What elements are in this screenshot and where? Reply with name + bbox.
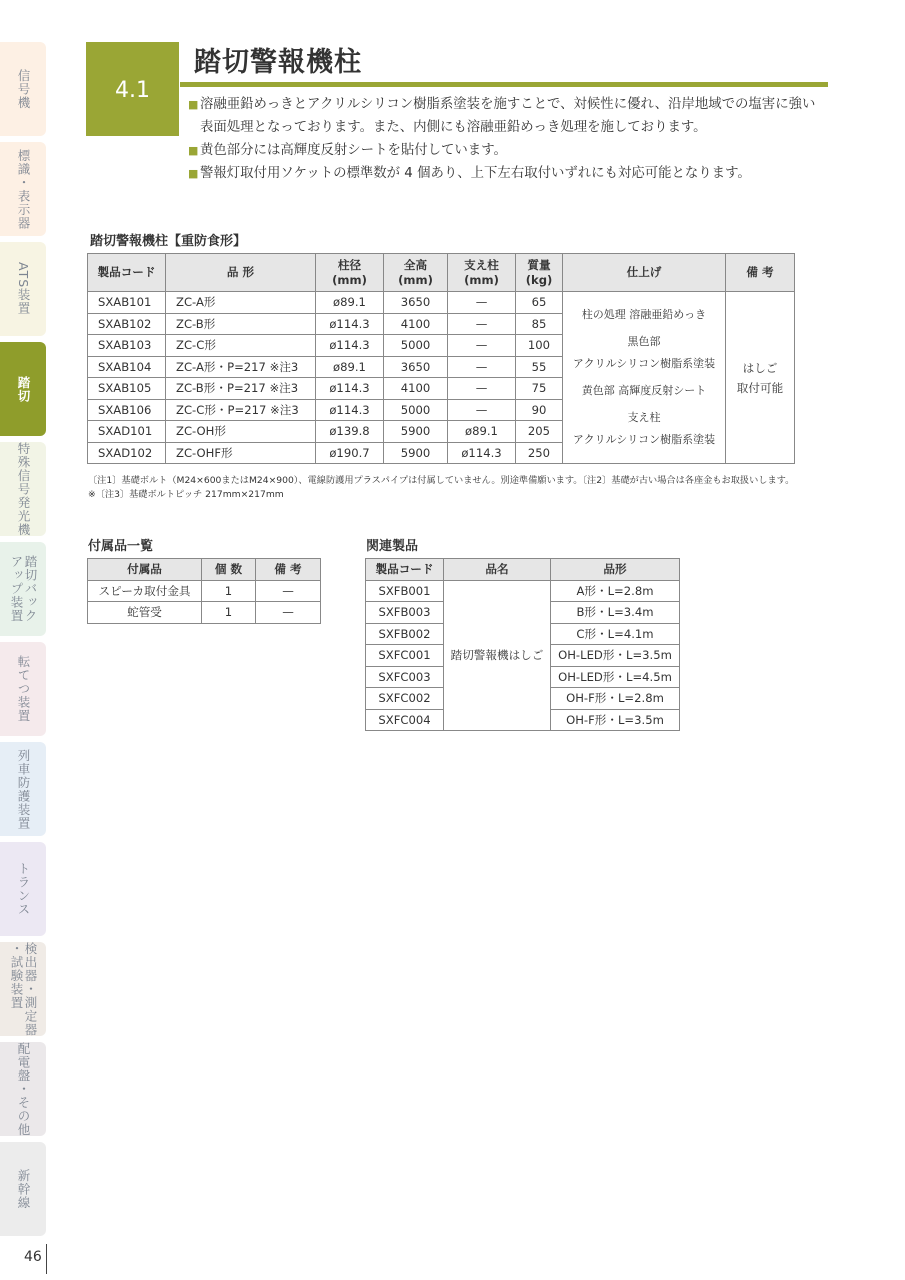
section-number: 4.1 — [86, 42, 179, 136]
table-cell: 5000 — [384, 335, 448, 357]
chapter-tab[interactable] — [0, 1042, 46, 1136]
table-cell: ø190.7 — [316, 442, 384, 464]
main-table-caption: 踏切警報機柱【重防食形】 — [90, 234, 247, 249]
chapter-tab-label: 検出器・測定器 ・試験装置 — [9, 941, 38, 1037]
chapter-tab[interactable] — [0, 742, 46, 836]
note-line: 〔注1〕基礎ボルト（M24×600またはM24×900）、電線防護用プラスパイプは付属していません。別途準備願います。〔注2〕基礎が古い場合は各座金もお取扱いします。 — [88, 475, 795, 486]
chapter-tab[interactable] — [0, 1142, 46, 1236]
table-cell: B形・L=3.4m — [551, 602, 680, 624]
table-cell: 75 — [516, 378, 563, 400]
table-cell: SXAB104 — [88, 356, 166, 378]
table-cell: SXAB101 — [88, 292, 166, 314]
chapter-tab[interactable] — [0, 642, 46, 736]
chapter-tab[interactable] — [0, 242, 46, 336]
column-header: 質量 (kg) — [516, 254, 563, 292]
table-cell: ZC-OH形 — [166, 421, 316, 443]
chapter-tab[interactable] — [0, 842, 46, 936]
feature-item — [188, 162, 828, 185]
finish-cell — [563, 292, 726, 464]
feature-text: 警報灯取付用ソケットの標準数が 4 個あり、上下左右取付いずれにも対応可能となります。 — [200, 166, 751, 181]
table-cell: ø89.1 — [448, 421, 516, 443]
chapter-tab-label: 転てつ装置 — [16, 655, 31, 723]
table-cell: SXFC004 — [366, 709, 444, 731]
table-cell: SXFB002 — [366, 623, 444, 645]
table-cell: 100 — [516, 335, 563, 357]
table-cell: ø114.3 — [316, 399, 384, 421]
chapter-tab-label: 踏切 — [16, 375, 31, 403]
square-bullet-icon: ■ — [188, 144, 199, 157]
table-cell: — — [448, 399, 516, 421]
feature-text: 溶融亜鉛めっきとアクリルシリコン樹脂系塗装を施すことで、対候性に優れ、沿岸地域での塩害に強い表面処理となっております。また、内側にも溶融亜鉛めっき処理を施しております。 — [200, 97, 816, 135]
column-header: 備 考 — [726, 254, 795, 292]
table-cell: OH-F形・L=2.8m — [551, 688, 680, 710]
feature-item — [188, 139, 828, 162]
table-cell: SXAB106 — [88, 399, 166, 421]
table-cell: — — [256, 602, 321, 624]
table-cell: SXAB105 — [88, 378, 166, 400]
accessories-caption: 付属品一覧 — [88, 539, 154, 554]
accessories-table-header — [88, 559, 321, 581]
table-cell: — — [448, 313, 516, 335]
column-header: 品 形 — [166, 254, 316, 292]
column-header: 付属品 — [88, 559, 202, 581]
column-header: 全高 (mm) — [384, 254, 448, 292]
table-cell: OH-F形・L=3.5m — [551, 709, 680, 731]
table-cell: 1 — [202, 602, 256, 624]
column-header: 個 数 — [202, 559, 256, 581]
table-cell: 5000 — [384, 399, 448, 421]
chapter-tab[interactable] — [0, 42, 46, 136]
chapter-tab[interactable] — [0, 542, 46, 636]
column-header: 備 考 — [256, 559, 321, 581]
table-cell: SXAB102 — [88, 313, 166, 335]
chapter-tab-label: トランス — [16, 862, 31, 916]
table-cell: 3650 — [384, 356, 448, 378]
column-header: 製品コード — [366, 559, 444, 581]
chapter-tab-label: 踏切バック アップ装置 — [9, 555, 38, 623]
finish-line: アクリルシリコン樹脂系塗装 — [572, 357, 716, 370]
table-cell: 5900 — [384, 442, 448, 464]
table-row — [88, 602, 321, 624]
table-cell: SXFC001 — [366, 645, 444, 667]
column-header: 製品コード — [88, 254, 166, 292]
page-number: 46 — [24, 1249, 42, 1265]
chapter-tab-label: 特殊信号発光機 — [16, 441, 31, 537]
table-cell: ZC-A形 — [166, 292, 316, 314]
table-cell: C形・L=4.1m — [551, 623, 680, 645]
table-cell: ø114.3 — [316, 313, 384, 335]
column-header: 仕上げ — [563, 254, 726, 292]
table-cell: スピーカ取付金具 — [88, 580, 202, 602]
chapter-tab-label: ATS装置 — [16, 262, 31, 316]
related-products-table — [365, 558, 680, 731]
table-cell: SXFB003 — [366, 602, 444, 624]
table-cell: SXAD101 — [88, 421, 166, 443]
page-title: 踏切警報機柱 — [194, 47, 362, 78]
table-cell: SXFC003 — [366, 666, 444, 688]
column-header: 品形 — [551, 559, 680, 581]
table-cell: ø114.3 — [316, 335, 384, 357]
table-cell: 4100 — [384, 378, 448, 400]
table-cell: ZC-C形・P=217 ※注3 — [166, 399, 316, 421]
table-cell: SXAB103 — [88, 335, 166, 357]
table-cell: 蛇管受 — [88, 602, 202, 624]
finish-line: 黒色部 — [627, 335, 661, 348]
table-cell: ø114.3 — [448, 442, 516, 464]
table-cell: 4100 — [384, 313, 448, 335]
table-cell: SXFB001 — [366, 580, 444, 602]
table-cell: ø89.1 — [316, 356, 384, 378]
table-cell: 205 — [516, 421, 563, 443]
table-cell: ZC-OHF形 — [166, 442, 316, 464]
table-cell: ZC-A形・P=217 ※注3 — [166, 356, 316, 378]
table-cell: 1 — [202, 580, 256, 602]
finish-line: 黄色部 高輝度反射シート — [581, 384, 707, 397]
square-bullet-icon: ■ — [188, 98, 199, 111]
table-cell: ø139.8 — [316, 421, 384, 443]
table-cell: — — [448, 292, 516, 314]
table-cell: — — [448, 335, 516, 357]
finish-line: アクリルシリコン樹脂系塗装 — [572, 433, 716, 446]
table-cell: OH-LED形・L=3.5m — [551, 645, 680, 667]
chapter-tab[interactable] — [0, 942, 46, 1036]
related-table-header — [366, 559, 680, 581]
table-row — [88, 292, 795, 314]
chapter-tab-label: 配電盤・その他 — [16, 1041, 31, 1137]
table-cell: 3650 — [384, 292, 448, 314]
table-cell: 5900 — [384, 421, 448, 443]
square-bullet-icon: ■ — [188, 167, 199, 180]
chapter-tab[interactable] — [0, 142, 46, 236]
feature-text: 黄色部分には高輝度反射シートを貼付しています。 — [200, 143, 507, 158]
table-cell: ø114.3 — [316, 378, 384, 400]
table-cell: 85 — [516, 313, 563, 335]
column-header: 柱径 (mm) — [316, 254, 384, 292]
table-cell: 90 — [516, 399, 563, 421]
table-row — [366, 580, 680, 602]
product-name-cell: 踏切警報機はしご — [444, 580, 551, 731]
table-cell: — — [448, 356, 516, 378]
table-cell: ZC-B形 — [166, 313, 316, 335]
chapter-tab[interactable] — [0, 442, 46, 536]
note-line: ※〔注3〕基礎ボルトピッチ 217mm×217mm — [88, 489, 284, 500]
page-number-rule — [46, 1244, 47, 1274]
related-caption: 関連製品 — [366, 539, 419, 554]
table-cell: A形・L=2.8m — [551, 580, 680, 602]
finish-line: 支え柱 — [627, 411, 661, 424]
table-cell: ZC-C形 — [166, 335, 316, 357]
table-cell: 250 — [516, 442, 563, 464]
chapter-tab[interactable] — [0, 342, 46, 436]
chapter-tab-label: 新幹線 — [16, 1168, 31, 1210]
chapter-tab-label: 標識・表示器 — [16, 148, 31, 230]
table-cell: 55 — [516, 356, 563, 378]
finish-line: 柱の処理 溶融亜鉛めっき — [581, 308, 707, 321]
feature-list — [188, 93, 828, 185]
feature-item — [188, 93, 828, 139]
remark-cell: はしご 取付可能 — [726, 292, 795, 464]
table-cell: ø89.1 — [316, 292, 384, 314]
spec-table — [87, 253, 795, 464]
table-cell: SXFC002 — [366, 688, 444, 710]
chapter-tab-label: 列車防護装置 — [16, 748, 31, 830]
chapter-tab-label: 信号機 — [16, 68, 31, 110]
spec-table-header — [88, 254, 795, 292]
table-cell: — — [448, 378, 516, 400]
table-cell: ZC-B形・P=217 ※注3 — [166, 378, 316, 400]
table-row — [88, 580, 321, 602]
column-header: 支え柱 (mm) — [448, 254, 516, 292]
table-cell: — — [256, 580, 321, 602]
accessories-table — [87, 558, 321, 624]
table-notes — [88, 474, 818, 502]
column-header: 品名 — [444, 559, 551, 581]
table-cell: SXAD102 — [88, 442, 166, 464]
table-cell: OH-LED形・L=4.5m — [551, 666, 680, 688]
title-underline — [180, 82, 828, 87]
table-cell: 65 — [516, 292, 563, 314]
